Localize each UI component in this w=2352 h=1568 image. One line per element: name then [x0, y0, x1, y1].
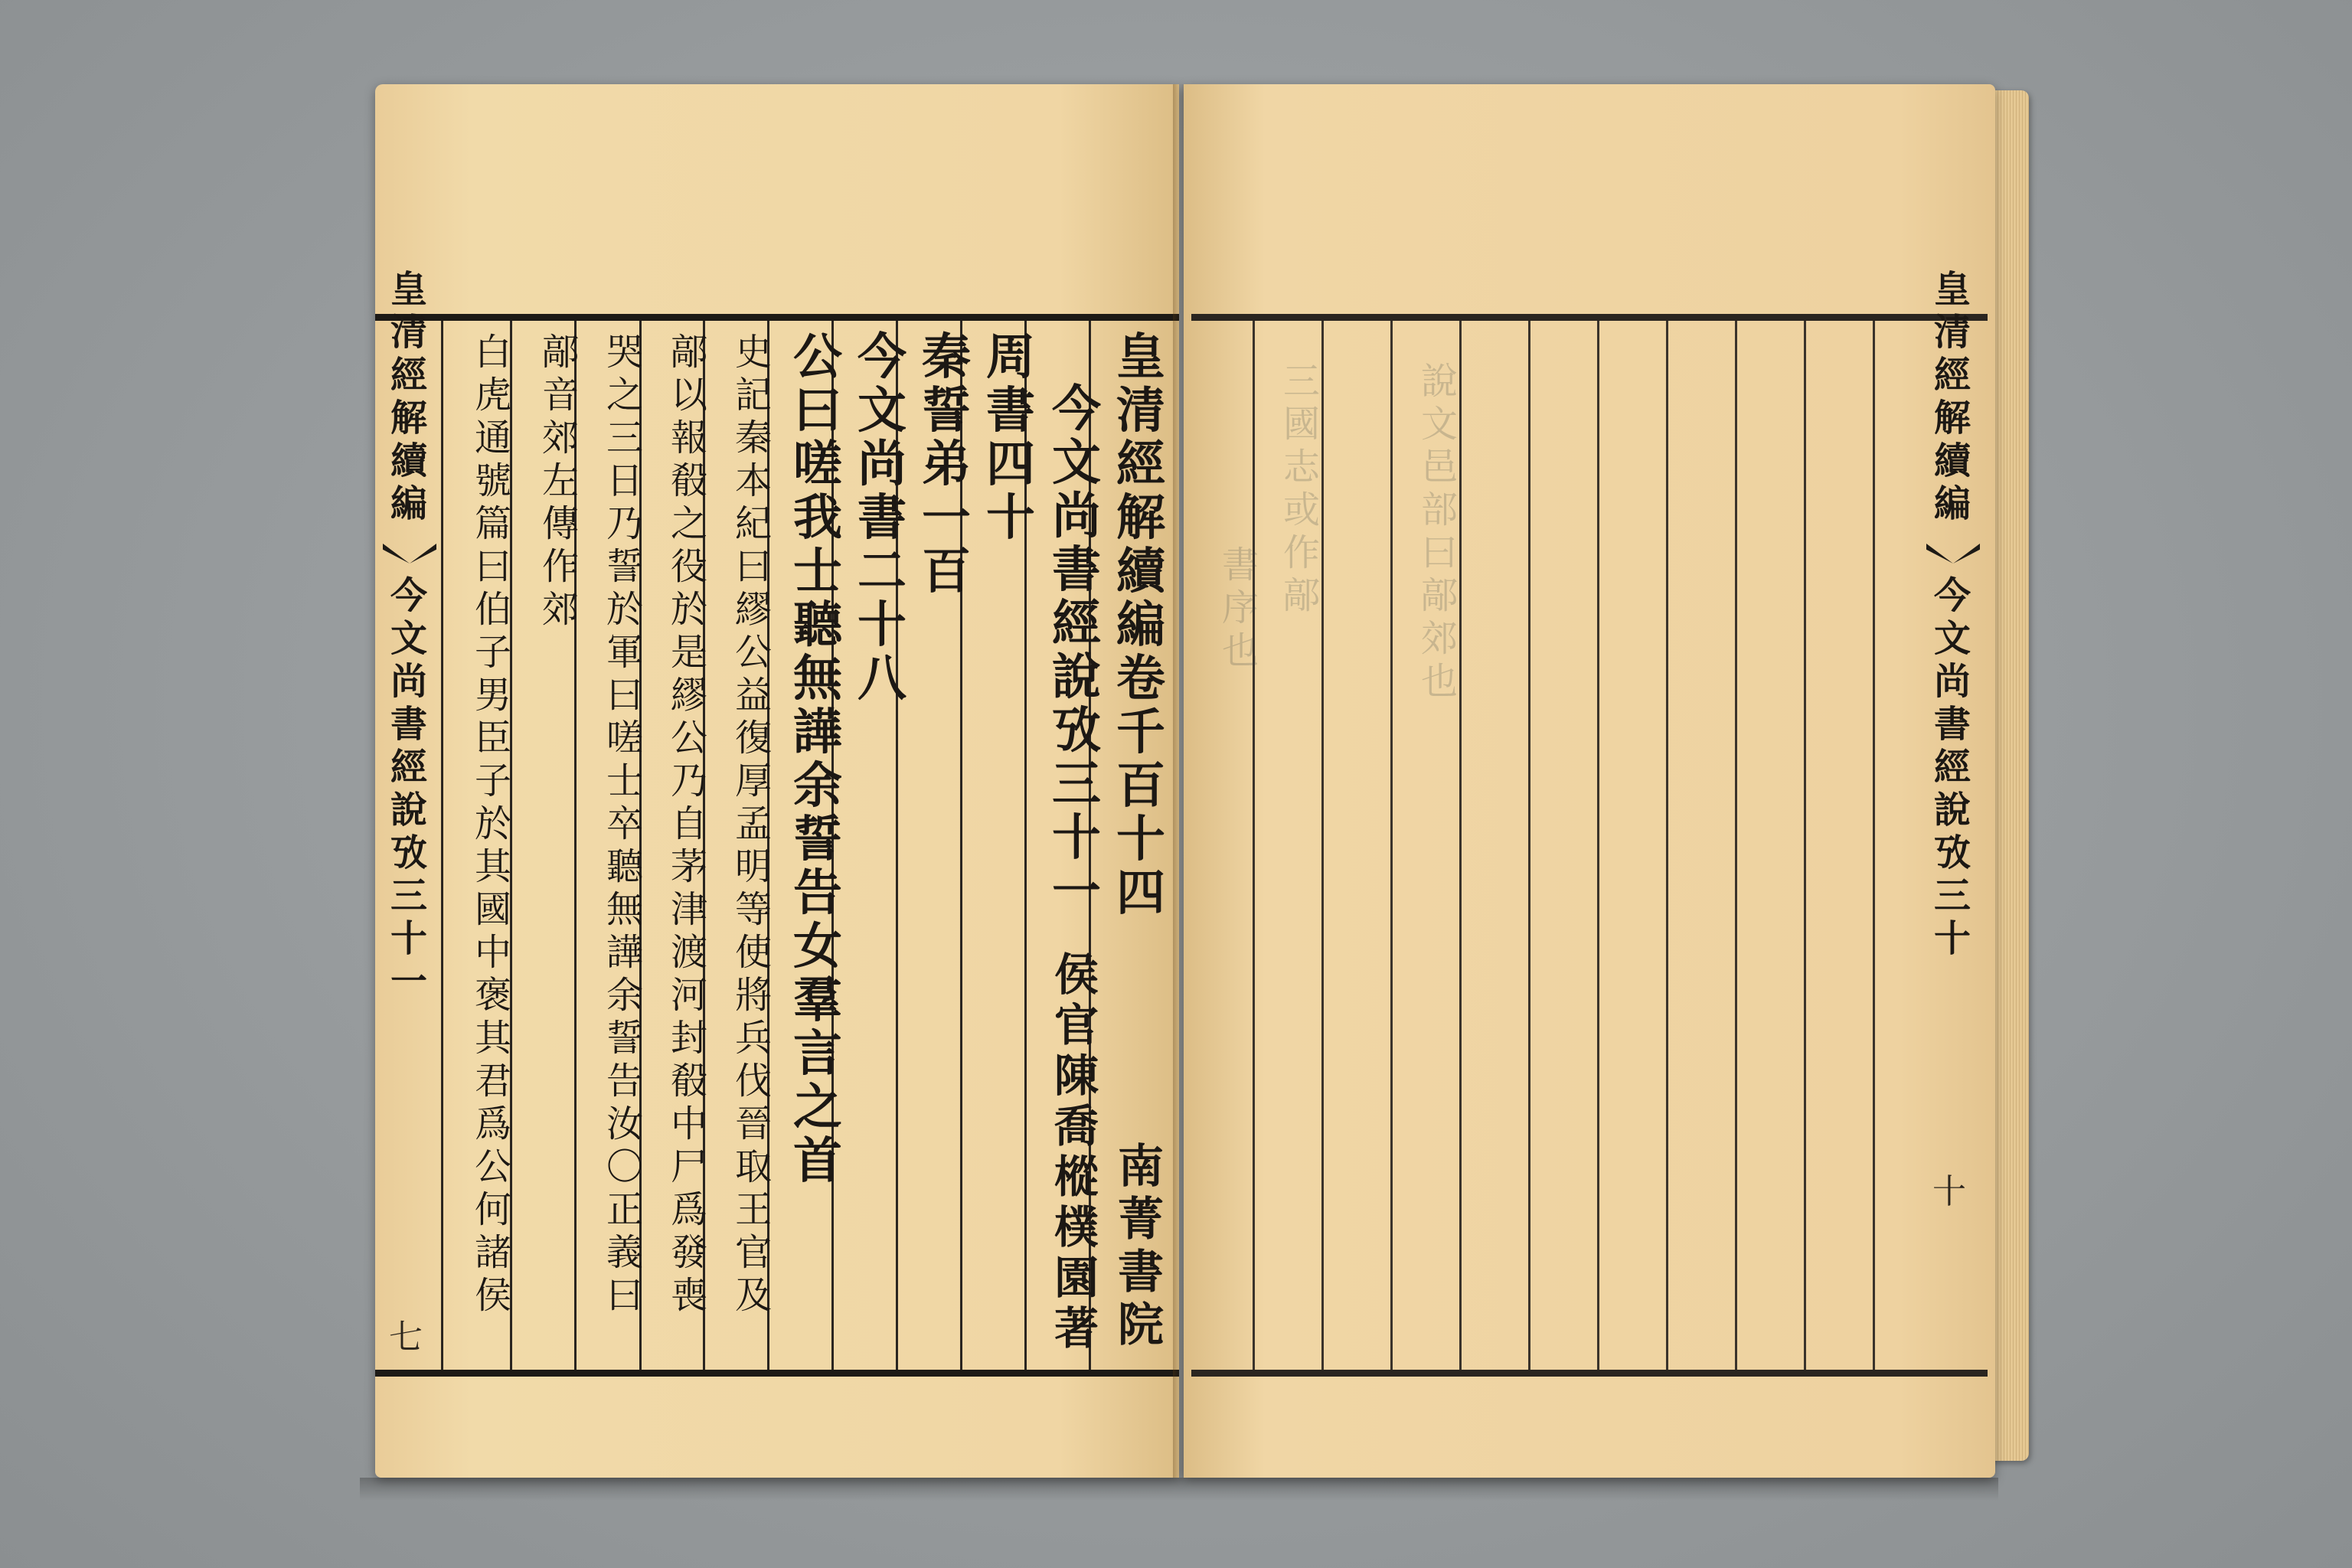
glyph: 一 [390, 960, 427, 1003]
glyph: 告 [606, 1060, 643, 1102]
glyph: 十 [986, 489, 1035, 547]
vertical-text [1934, 268, 1971, 525]
commentary-column [655, 331, 723, 1317]
glyph: 十 [1052, 809, 1101, 867]
glyph: 今 [1052, 381, 1101, 438]
glyph: 樸 [1054, 1201, 1099, 1253]
glyph: 余 [606, 974, 643, 1017]
glyph: 於 [606, 588, 643, 631]
glyph: 曰 [474, 545, 511, 588]
glyph: 書 [1933, 703, 1971, 746]
glyph: 三 [1052, 756, 1101, 813]
glyph: 報 [670, 416, 707, 459]
bleed-through-text [1406, 360, 1473, 703]
glyph: 於 [670, 588, 707, 631]
text-column [784, 328, 851, 1190]
glyph: 文 [858, 382, 906, 439]
glyph: 日 [606, 459, 643, 502]
glyph: 解 [1933, 397, 1971, 439]
left-page [375, 84, 1179, 1478]
glyph: 也 [1420, 660, 1458, 703]
glyph: 發 [670, 1231, 707, 1274]
glyph: 我 [793, 489, 842, 547]
glyph: 士 [793, 543, 842, 600]
glyph: 書 [390, 703, 427, 746]
glyph: 篇 [474, 502, 511, 545]
glyph: 文 [1052, 434, 1101, 492]
glyph: 清 [1116, 382, 1165, 439]
right-print-frame [1191, 268, 1988, 1377]
glyph: 聽 [606, 845, 643, 888]
glyph: 也 [1221, 629, 1259, 672]
glyph: 周 [986, 328, 1035, 386]
glyph: 等 [734, 888, 772, 931]
glyph: 伯 [474, 588, 511, 631]
glyph: 褒 [474, 974, 511, 1017]
glyph: 經 [1052, 595, 1101, 652]
glyph: 孟 [734, 802, 772, 845]
glyph: 譁 [606, 931, 643, 974]
vertical-text [606, 331, 643, 1317]
glyph: 尸 [670, 1145, 707, 1188]
glyph: 尚 [1933, 660, 1971, 703]
glyph: 義 [606, 1231, 643, 1274]
glyph: 汝 [606, 1102, 643, 1145]
glyph: 三 [1933, 874, 1971, 917]
glyph: 八 [858, 650, 906, 707]
glyph: 續 [390, 439, 427, 482]
frame-top-rule [1191, 314, 1988, 321]
glyph: 喪 [670, 1274, 707, 1317]
glyph: 清 [390, 311, 427, 354]
text-column-subtitle [1043, 383, 1110, 919]
column-rule [1597, 321, 1599, 1370]
glyph: 傳 [541, 502, 579, 545]
glyph: 經 [390, 746, 427, 789]
glyph: 曰 [606, 674, 643, 717]
glyph: 二 [858, 543, 906, 600]
vertical-text [858, 328, 906, 707]
glyph: 解 [390, 397, 427, 439]
glyph: 官 [1054, 999, 1099, 1051]
glyph: 邑 [1420, 446, 1458, 488]
glyph: 攷 [1052, 702, 1101, 760]
vertical-text [1934, 574, 1971, 960]
glyph: 余 [793, 757, 842, 815]
glyph: 十 [1116, 811, 1165, 868]
column-rule [1390, 321, 1393, 1370]
glyph: 爲 [474, 1102, 511, 1145]
glyph: 書 [1118, 1246, 1164, 1299]
text-column-title [1107, 328, 1174, 922]
glyph: 部 [1420, 488, 1458, 531]
glyph: 封 [670, 1017, 707, 1060]
glyph: 殽 [670, 1060, 707, 1102]
glyph: 續 [1933, 439, 1971, 482]
glyph: 之 [606, 374, 643, 416]
glyph: 無 [606, 888, 643, 931]
vertical-text [671, 331, 707, 1317]
glyph: 鄗 [1282, 574, 1320, 617]
glyph: 尚 [1052, 488, 1101, 545]
glyph: 公 [793, 328, 842, 386]
glyph: 將 [734, 974, 772, 1017]
text-column [848, 328, 916, 707]
glyph: 文 [390, 617, 427, 660]
glyph: 無 [793, 650, 842, 707]
glyph: 自 [670, 802, 707, 845]
glyph: 諸 [474, 1231, 511, 1274]
glyph: 〇 [606, 1145, 643, 1188]
left-spine-title [375, 268, 443, 525]
glyph: 作 [541, 545, 579, 588]
glyph: 臣 [474, 717, 511, 760]
commentary-column [527, 331, 594, 631]
glyph: 弟 [922, 436, 971, 493]
glyph: 三 [606, 416, 643, 459]
glyph: 乃 [606, 502, 643, 545]
vertical-text [390, 574, 427, 1003]
glyph: 四 [986, 436, 1035, 493]
glyph: 言 [793, 1025, 842, 1083]
vertical-text [1421, 360, 1458, 703]
vertical-text [793, 328, 842, 1190]
glyph: 文 [1933, 617, 1971, 660]
glyph: 郊 [541, 416, 579, 459]
glyph: 曰 [793, 382, 842, 439]
glyph: 繆 [670, 674, 707, 717]
glyph: 郊 [1420, 617, 1458, 660]
commentary-column [459, 331, 527, 1317]
glyph: 一 [1052, 863, 1101, 920]
glyph: 其 [474, 845, 511, 888]
left-spine-section [375, 574, 443, 1003]
glyph: 說 [1933, 789, 1971, 831]
glyph: 編 [390, 482, 427, 525]
glyph: 官 [734, 1231, 772, 1274]
text-column-author [1043, 949, 1110, 1354]
glyph: 首 [793, 1132, 842, 1190]
glyph: 卷 [1116, 650, 1165, 707]
glyph: 公 [474, 1145, 511, 1188]
glyph: 中 [474, 931, 511, 974]
glyph: 公 [734, 631, 772, 674]
glyph: 國 [1282, 403, 1320, 446]
glyph: 曰 [1420, 531, 1458, 574]
glyph: 樅 [1054, 1151, 1099, 1203]
column-rule [1804, 321, 1806, 1370]
glyph: 譁 [793, 704, 842, 761]
column-rule [1666, 321, 1668, 1370]
glyph: 男 [474, 674, 511, 717]
glyph: 十 [390, 917, 427, 960]
vertical-text [1283, 360, 1320, 617]
glyph: 書 [1052, 541, 1101, 599]
glyph: 今 [390, 574, 427, 617]
glyph: 園 [1054, 1252, 1099, 1304]
glyph: 三 [390, 874, 427, 917]
glyph: 曰 [734, 545, 772, 588]
fishtail-mark [383, 544, 436, 564]
glyph: 音 [541, 374, 579, 416]
glyph: 經 [390, 354, 427, 397]
glyph: 經 [1116, 436, 1165, 493]
glyph: 何 [474, 1188, 511, 1231]
glyph: 役 [670, 545, 707, 588]
glyph: 之 [670, 502, 707, 545]
vertical-text [735, 331, 772, 1317]
text-column-section [913, 328, 980, 600]
glyph: 南 [1118, 1140, 1164, 1194]
glyph: 卒 [606, 802, 643, 845]
bleed-through-text [1207, 544, 1274, 672]
glyph: 白 [474, 331, 511, 374]
glyph: 正 [606, 1188, 643, 1231]
glyph: 軍 [606, 631, 643, 674]
glyph: 攷 [1933, 831, 1971, 874]
glyph: 茅 [670, 845, 707, 888]
glyph: 君 [474, 1060, 511, 1102]
glyph: 誓 [606, 1017, 643, 1060]
book-shadow [360, 1478, 1998, 1501]
glyph: 千 [1116, 704, 1165, 761]
glyph: 哭 [606, 331, 643, 374]
glyph: 嗟 [606, 717, 643, 760]
glyph: 秦 [734, 416, 772, 459]
glyph: 鄗 [670, 331, 707, 374]
text-column-publisher [1107, 1141, 1174, 1352]
glyph: 侯 [1054, 949, 1099, 1001]
glyph: 尚 [858, 436, 906, 493]
vertical-text [1052, 383, 1101, 919]
glyph: 皇 [390, 268, 427, 311]
glyph: 通 [474, 416, 511, 459]
glyph: 本 [734, 459, 772, 502]
glyph: 說 [390, 789, 427, 831]
right-spine-section [1919, 574, 1986, 960]
column-rule [1873, 321, 1875, 1370]
frame-bottom-rule [375, 1370, 1179, 1377]
vertical-text [1054, 949, 1099, 1354]
glyph: 今 [1933, 574, 1971, 617]
glyph: 百 [1116, 757, 1165, 815]
left-page-number: 七 [389, 1318, 423, 1357]
glyph: 史 [734, 331, 772, 374]
glyph: 士 [606, 760, 643, 802]
commentary-column [720, 331, 787, 1317]
glyph: 其 [474, 1017, 511, 1060]
glyph: 以 [670, 374, 707, 416]
glyph: 益 [734, 674, 772, 717]
glyph: 續 [1116, 543, 1165, 600]
glyph: 嗟 [793, 436, 842, 493]
glyph: 百 [922, 543, 971, 600]
glyph: 羣 [793, 972, 842, 1029]
glyph: 十 [858, 596, 906, 654]
glyph: 皇 [1116, 328, 1165, 386]
vertical-text [922, 328, 971, 600]
right-page [1184, 84, 1995, 1478]
vertical-text [1222, 544, 1259, 672]
glyph: 十 [1933, 917, 1971, 960]
glyph: 號 [474, 459, 511, 502]
glyph: 書 [858, 489, 906, 547]
glyph: 渡 [670, 931, 707, 974]
glyph: 院 [1118, 1298, 1164, 1352]
glyph: 繆 [734, 588, 772, 631]
glyph: 乃 [670, 760, 707, 802]
glyph: 三 [1282, 360, 1320, 403]
glyph: 陳 [1054, 1050, 1099, 1102]
glyph: 說 [1420, 360, 1458, 403]
column-rule [1528, 321, 1530, 1370]
open-book [360, 77, 2029, 1508]
glyph: 攷 [390, 831, 427, 874]
glyph: 厚 [734, 760, 772, 802]
glyph: 喬 [1054, 1100, 1099, 1152]
glyph: 取 [734, 1145, 772, 1188]
glyph: 聽 [793, 596, 842, 654]
right-spine-title [1919, 268, 1986, 525]
glyph: 爲 [670, 1188, 707, 1231]
glyph: 誓 [922, 382, 971, 439]
column-rule [1735, 321, 1737, 1370]
glyph: 公 [670, 717, 707, 760]
vertical-text [1116, 328, 1165, 922]
glyph: 明 [734, 845, 772, 888]
glyph: 王 [734, 1188, 772, 1231]
glyph: 曰 [606, 1274, 643, 1317]
glyph: 女 [793, 918, 842, 975]
glyph: 或 [1282, 488, 1320, 531]
glyph: 書 [1221, 544, 1259, 586]
glyph: 是 [670, 631, 707, 674]
vertical-text [475, 331, 511, 1317]
glyph: 子 [474, 631, 511, 674]
glyph: 伐 [734, 1060, 772, 1102]
glyph: 志 [1282, 446, 1320, 488]
glyph: 之 [793, 1079, 842, 1136]
glyph: 秦 [922, 328, 971, 386]
glyph: 編 [1933, 482, 1971, 525]
glyph: 國 [474, 888, 511, 931]
glyph: 侯 [474, 1274, 511, 1317]
glyph: 一 [922, 489, 971, 547]
glyph: 兵 [734, 1017, 772, 1060]
glyph: 使 [734, 931, 772, 974]
glyph: 鄗 [541, 331, 579, 374]
glyph: 著 [1054, 1302, 1099, 1354]
commentary-column [591, 331, 658, 1317]
glyph: 菁 [1118, 1193, 1164, 1246]
vertical-text [986, 328, 1035, 547]
glyph: 於 [474, 802, 511, 845]
vertical-text [542, 331, 579, 631]
glyph: 及 [734, 1274, 772, 1317]
right-page-number: 十 [1932, 1172, 1966, 1211]
glyph: 復 [734, 717, 772, 760]
glyph: 左 [541, 459, 579, 502]
glyph: 河 [670, 974, 707, 1017]
glyph: 虎 [474, 374, 511, 416]
glyph: 記 [734, 374, 772, 416]
left-print-frame [375, 268, 1179, 1377]
glyph: 今 [858, 328, 906, 386]
frame-top-rule [375, 314, 1179, 321]
glyph: 皇 [1933, 268, 1971, 311]
glyph: 郊 [541, 588, 579, 631]
glyph: 說 [1052, 648, 1101, 706]
glyph: 誓 [793, 811, 842, 868]
bleed-through-text [1268, 360, 1335, 617]
glyph: 殽 [670, 459, 707, 502]
glyph: 鄗 [1420, 574, 1458, 617]
column-rule [1253, 321, 1255, 1370]
vertical-text [1118, 1141, 1164, 1352]
glyph: 作 [1282, 531, 1320, 574]
glyph: 文 [1420, 403, 1458, 446]
glyph: 清 [1933, 311, 1971, 354]
glyph: 四 [1116, 864, 1165, 922]
frame-bottom-rule [1191, 1370, 1988, 1377]
glyph: 解 [1116, 489, 1165, 547]
glyph: 津 [670, 888, 707, 931]
glyph: 編 [1116, 596, 1165, 654]
glyph: 誓 [606, 545, 643, 588]
glyph: 書 [986, 382, 1035, 439]
glyph: 中 [670, 1102, 707, 1145]
glyph: 子 [474, 760, 511, 802]
glyph: 經 [1933, 354, 1971, 397]
vertical-text [390, 268, 427, 525]
glyph: 經 [1933, 746, 1971, 789]
text-column-chapter [977, 328, 1044, 547]
glyph: 紀 [734, 502, 772, 545]
glyph: 晉 [734, 1102, 772, 1145]
fishtail-mark [1926, 544, 1980, 564]
glyph: 序 [1221, 586, 1259, 629]
glyph: 告 [793, 864, 842, 922]
glyph: 尚 [390, 660, 427, 703]
